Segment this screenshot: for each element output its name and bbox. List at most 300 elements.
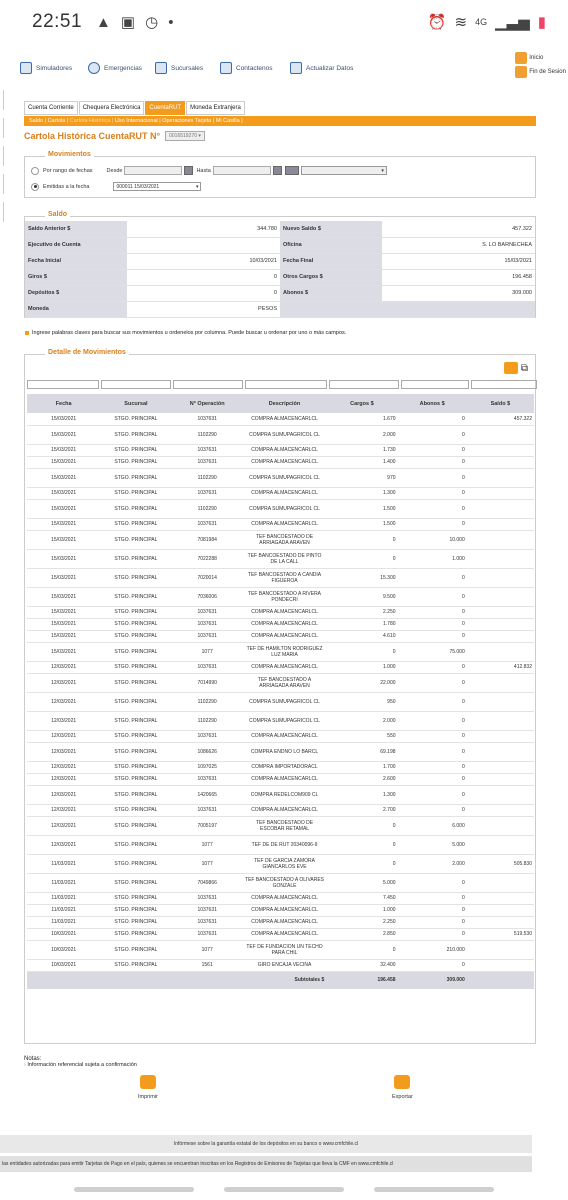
filter-input[interactable] (329, 380, 399, 389)
table-row (27, 742, 534, 761)
table-cell: STGO. PRINCIPAL (100, 959, 171, 971)
table-cell: 1097025 (172, 761, 243, 773)
table-cell: 2.600 (326, 773, 397, 785)
filter-input[interactable] (27, 380, 99, 389)
filter-input[interactable] (173, 380, 243, 389)
table-cell: 15/03/2021 (27, 568, 100, 587)
table-cell: 0 (398, 413, 467, 425)
home-icon (515, 52, 527, 64)
table-cell (467, 568, 534, 587)
saldo-row (25, 221, 535, 237)
saldo-label: Nuevo Saldo $ (280, 221, 382, 237)
range-row (31, 166, 387, 175)
table-cell: 550 (326, 730, 397, 742)
table-row (27, 518, 534, 530)
table-cell: STGO. PRINCIPAL (100, 854, 171, 873)
table-cell: STGO. PRINCIPAL (100, 892, 171, 904)
saldo-label: Ejecutivo de Cuenta (25, 237, 127, 253)
emitidas-value: 000011 15/03/2021 (116, 183, 160, 190)
filter-input[interactable] (245, 380, 327, 389)
saldo-label: Saldo Anterior $ (25, 221, 127, 237)
table-cell: 15/03/2021 (27, 618, 100, 630)
page-title-text: Cartola Histórica CuentaRUT N° (24, 131, 161, 141)
table-cell: 12/03/2021 (27, 711, 100, 730)
table-cell: STGO. PRINCIPAL (100, 773, 171, 785)
table-cell: 11/03/2021 (27, 892, 100, 904)
table-cell: 0 (398, 761, 467, 773)
table-cell: STGO. PRINCIPAL (100, 761, 171, 773)
nav-label: Sucursales (171, 64, 204, 72)
table-cell: 0 (326, 835, 397, 854)
table-cell (467, 711, 534, 730)
table-row (27, 499, 534, 518)
table-cell: COMPRA ALMACENCARLCL (243, 804, 326, 816)
table-cell: 12/03/2021 (27, 692, 100, 711)
nav-handle[interactable] (374, 1187, 494, 1192)
table-cell (467, 673, 534, 692)
nav-label: Simuladores (36, 64, 73, 72)
clock-icon: ◷ (145, 14, 159, 31)
subtotal-cell (100, 971, 171, 989)
table-row (27, 692, 534, 711)
table-cell: STGO. PRINCIPAL (100, 425, 171, 444)
saldo-value: 15/03/2021 (382, 253, 535, 269)
copy-icon[interactable]: ⧉ (520, 362, 528, 374)
table-cell (467, 835, 534, 854)
table-cell: 950 (326, 692, 397, 711)
table-cell: COMPRA ENDNO LO BARCL (243, 742, 326, 761)
filter-input[interactable] (101, 380, 171, 389)
table-cell: 2.000 (326, 711, 397, 730)
table-cell: STGO. PRINCIPAL (100, 549, 171, 568)
table-cell: 0 (398, 444, 467, 456)
table-cell: STGO. PRINCIPAL (100, 630, 171, 642)
table-cell: TEF DE GARCIA ZAMORA GIANCARLOS EVE (243, 854, 326, 873)
table-cell: STGO. PRINCIPAL (100, 673, 171, 692)
table-cell: 1077 (172, 940, 243, 959)
emitidas-select[interactable]: 000011 15/03/2021 ▾ (113, 182, 201, 191)
notes-title: Notas: (24, 1056, 42, 1062)
range-label: Por rango de fechas (43, 167, 93, 174)
table-cell: TEF BANCOESTADO DE ESCOBAR RETAMAL (243, 816, 326, 835)
table-cell: 12/03/2021 (27, 742, 100, 761)
table-cell: 1037631 (172, 456, 243, 468)
calendar-icon[interactable] (184, 166, 193, 175)
table-cell (467, 642, 534, 661)
table-cell (467, 468, 534, 487)
column-header[interactable]: Fecha (27, 394, 100, 413)
table-cell: 0 (398, 587, 467, 606)
table-cell (467, 606, 534, 618)
table-cell: 12/03/2021 (27, 835, 100, 854)
column-header[interactable]: Descripción (243, 394, 326, 413)
table-row (27, 456, 534, 468)
table-cell: STGO. PRINCIPAL (100, 661, 171, 673)
detalle-legend: Detalle de Movimientos (45, 349, 129, 356)
nav-label: Emergencias (104, 64, 142, 72)
table-row (27, 940, 534, 959)
table-cell: 0 (398, 499, 467, 518)
table-cell: 0 (398, 916, 467, 928)
table-cell: 10/03/2021 (27, 928, 100, 940)
table-cell: 0 (326, 549, 397, 568)
table-cell: 15/03/2021 (27, 444, 100, 456)
table-row (27, 413, 534, 425)
movements-table (27, 394, 534, 989)
mail-icon (220, 62, 232, 74)
table-cell: STGO. PRINCIPAL (100, 711, 171, 730)
table-cell (467, 873, 534, 892)
table-cell: 0 (398, 606, 467, 618)
table-cell: COMPRA SUMUPAGRICOL CL (243, 692, 326, 711)
table-cell: 15/03/2021 (27, 487, 100, 499)
table-cell: STGO. PRINCIPAL (100, 444, 171, 456)
account-select[interactable]: 0016519270 ▾ (165, 131, 205, 141)
table-cell: 1561 (172, 959, 243, 971)
saldo-value: PESOS (127, 301, 280, 317)
table-cell: 1102290 (172, 499, 243, 518)
print-label: Imprimir (138, 1094, 158, 1100)
table-cell: 1037631 (172, 904, 243, 916)
table-cell: 1102290 (172, 692, 243, 711)
saldo-label: Giros $ (25, 269, 127, 285)
sub-tabs (24, 116, 536, 126)
nav-sucursales[interactable] (155, 62, 203, 74)
subtab-cartola[interactable]: Cartola | (47, 118, 69, 124)
table-cell: 11/03/2021 (27, 904, 100, 916)
notes (24, 1056, 137, 1068)
table-cell: TEF DE DE RUT 20340096-9 (243, 835, 326, 854)
emitidas-label: Emitidas a la fecha (43, 183, 90, 190)
table-cell: 15/03/2021 (27, 587, 100, 606)
table-cell: 1.400 (326, 456, 397, 468)
table-cell: STGO. PRINCIPAL (100, 940, 171, 959)
nav-simuladores[interactable] (20, 62, 72, 74)
table-cell: 6.000 (398, 816, 467, 835)
info-text (25, 330, 346, 336)
table-cell (467, 804, 534, 816)
status-bar (0, 0, 568, 44)
table-cell: 1037631 (172, 630, 243, 642)
table-cell: 15/03/2021 (27, 518, 100, 530)
table-cell (467, 530, 534, 549)
notes-text: Información referencial sujeta a confirmación (27, 1062, 137, 1068)
table-cell: STGO. PRINCIPAL (100, 904, 171, 916)
table-cell: 0 (398, 618, 467, 630)
table-row (27, 785, 534, 804)
table-cell: COMPRA SUMUPAGRICOL CL (243, 468, 326, 487)
table-cell: COMPRA ALMACENCARLCL (243, 618, 326, 630)
table-cell: 1420665 (172, 785, 243, 804)
table-cell: TEF BANCOESTADO DE ARRIAGADA ARAVEN (243, 530, 326, 549)
table-cell: COMPRA ALMACENCARLCL (243, 606, 326, 618)
saldo-label (280, 301, 382, 317)
table-cell: COMPRA ALMACENCARLCL (243, 413, 326, 425)
table-cell (467, 618, 534, 630)
nav-handle[interactable] (74, 1187, 194, 1192)
info-label: Ingrese palabras claves para buscar sus movimientos u ordenelos por columna. Puede buscar u ordenar por uno o más campos. (32, 330, 347, 336)
search-icon[interactable] (504, 362, 518, 374)
hasta-label: Hasta (196, 167, 211, 174)
logout-link[interactable] (515, 66, 566, 78)
subtab-mi-casilla[interactable]: Mi Casilla | (215, 118, 243, 124)
status-time: 22:51 (32, 11, 83, 32)
table-cell (467, 904, 534, 916)
table-cell: STGO. PRINCIPAL (100, 606, 171, 618)
export-label: Exportar (392, 1094, 413, 1100)
table-cell: 1077 (172, 642, 243, 661)
table-cell: 0 (398, 773, 467, 785)
user-actions (515, 52, 566, 80)
range-radio[interactable] (31, 167, 39, 175)
table-cell: STGO. PRINCIPAL (100, 692, 171, 711)
calendar-icon[interactable] (273, 166, 282, 175)
table-cell: 1.300 (326, 785, 397, 804)
hasta-input[interactable] (213, 166, 271, 175)
wifi-icon: ≋ (454, 14, 468, 31)
table-cell: COMPRA ALMACENCARLCL (243, 456, 326, 468)
table-cell: 0 (326, 854, 397, 873)
table-cell: TEF BANCOESTADO A CANDIA FIGUEROA (243, 568, 326, 587)
building-icon (155, 62, 167, 74)
table-cell: 1037631 (172, 804, 243, 816)
table-cell (467, 692, 534, 711)
table-cell: 0 (398, 959, 467, 971)
table-cell: TEF DE HAMILTON RODRIGUEZ LUZ MARIA (243, 642, 326, 661)
table-row (27, 730, 534, 742)
table-cell (467, 892, 534, 904)
table-cell: 12/03/2021 (27, 773, 100, 785)
bullet-icon: › (24, 1062, 26, 1068)
table-cell: 1.730 (326, 444, 397, 456)
column-header[interactable]: Sucursal (100, 394, 171, 413)
table-row (27, 835, 534, 854)
table-row (27, 530, 534, 549)
table-cell: STGO. PRINCIPAL (100, 642, 171, 661)
saldo-label: Fecha Final (280, 253, 382, 269)
filter-input[interactable] (471, 380, 537, 389)
signal-icon: ▁▃▅ (495, 14, 530, 31)
table-cell: 1037631 (172, 661, 243, 673)
desde-label: Desde (106, 167, 123, 174)
table-cell: 9.500 (326, 587, 397, 606)
table-cell: 11/03/2021 (27, 873, 100, 892)
nav-actualizar-datos[interactable] (290, 62, 353, 74)
table-cell: 15/03/2021 (27, 530, 100, 549)
table-cell: 1037631 (172, 928, 243, 940)
table-cell: COMPRA ALMACENCARLCL (243, 518, 326, 530)
nav-contactenos[interactable] (220, 62, 273, 74)
table-row (27, 587, 534, 606)
network-type: 4G (475, 17, 488, 27)
tab-cuenta-corriente[interactable]: Cuenta Corriente (24, 101, 78, 115)
table-cell: COMPRA ALMACENCARLCL (243, 928, 326, 940)
table-cell: 15/03/2021 (27, 549, 100, 568)
subtab-cartola-historica[interactable]: Cartola Histórica | (69, 118, 114, 124)
saldo-legend: Saldo (45, 211, 70, 218)
inicio-link[interactable] (515, 52, 566, 64)
subtab-uso-internacional[interactable]: Uso Internacional | (114, 118, 161, 124)
table-cell: 970 (326, 468, 397, 487)
footer-issuers: las entidades autorizadas para emitir Tarjetas de Pago en el país, quienes se encuentran inscritas en los Registros de Emisores de Tarjetas que lleva la CMF en www.cmfchile.cl (0, 1156, 532, 1172)
table-cell: 505.830 (467, 854, 534, 873)
table-row (27, 425, 534, 444)
table-cell: TEF DE FUNDACION UN TECHO PARA CHIL (243, 940, 326, 959)
subtab-saldo[interactable]: Saldo | (29, 118, 47, 124)
table-row (27, 904, 534, 916)
table-cell: 519.530 (467, 928, 534, 940)
saldo-value: 10/03/2021 (127, 253, 280, 269)
alarm-icon: ⏰ (427, 14, 447, 31)
table-row (27, 816, 534, 835)
range-select[interactable]: ▾ (301, 166, 387, 175)
logout-label: Fin de Sesion (529, 69, 566, 75)
tab-chequera[interactable]: Chequera Electrónica (79, 101, 145, 115)
column-header[interactable]: Saldo $ (467, 394, 534, 413)
table-row (27, 761, 534, 773)
table-cell: COMPRA REDELCOM909 CL (243, 785, 326, 804)
table-cell: 7014990 (172, 673, 243, 692)
table-cell: 1.500 (326, 518, 397, 530)
emitidas-radio[interactable] (31, 183, 39, 191)
table-cell: 1.000 (326, 904, 397, 916)
table-cell: STGO. PRINCIPAL (100, 804, 171, 816)
table-row (27, 892, 534, 904)
refresh-icon (290, 62, 302, 74)
table-cell: STGO. PRINCIPAL (100, 916, 171, 928)
warning-icon: ▲ (96, 13, 111, 31)
table-cell: 0 (398, 518, 467, 530)
table-cell: 7.450 (326, 892, 397, 904)
table-cell: 457.322 (467, 413, 534, 425)
filter-input[interactable] (401, 380, 469, 389)
table-cell: STGO. PRINCIPAL (100, 468, 171, 487)
table-cell: 12/03/2021 (27, 761, 100, 773)
table-cell: 1.500 (326, 499, 397, 518)
nav-handle[interactable] (224, 1187, 344, 1192)
table-cell: 0 (398, 928, 467, 940)
table-cell: 15/03/2021 (27, 606, 100, 618)
table-cell: 1037631 (172, 730, 243, 742)
table-cell: 0 (398, 487, 467, 499)
saldo-row (25, 285, 535, 301)
table-row (27, 661, 534, 673)
table-cell: 15/03/2021 (27, 642, 100, 661)
export-button[interactable] (392, 1075, 413, 1100)
table-cell: 5.000 (398, 835, 467, 854)
table-cell: COMPRA ALMACENCARLCL (243, 487, 326, 499)
saldo-label: Otros Cargos $ (280, 269, 382, 285)
table-cell: 1.780 (326, 618, 397, 630)
table-cell: 1077 (172, 854, 243, 873)
table-cell: 0 (398, 730, 467, 742)
table-cell: 0 (398, 425, 467, 444)
saldo-value (127, 237, 280, 253)
table-row (27, 618, 534, 630)
column-header[interactable]: Abonos $ (398, 394, 467, 413)
table-cell: STGO. PRINCIPAL (100, 816, 171, 835)
subtab-operaciones[interactable]: Operaciones Tarjeta | (162, 118, 215, 124)
table-cell: 2.250 (326, 606, 397, 618)
table-row (27, 804, 534, 816)
image-icon: ▣ (120, 14, 136, 31)
saldo-row (25, 269, 535, 285)
table-cell: 2.000 (326, 425, 397, 444)
table-cell: 1037631 (172, 773, 243, 785)
table-row (27, 642, 534, 661)
table-cell: 0 (398, 742, 467, 761)
table-cell: 0 (398, 904, 467, 916)
table-cell: 1.000 (398, 549, 467, 568)
table-cell: STGO. PRINCIPAL (100, 587, 171, 606)
tab-cuentarut[interactable]: CuentaRUT (145, 101, 185, 115)
table-cell: 0 (326, 642, 397, 661)
table-cell: COMPRA SUMUPAGRICOL CL (243, 711, 326, 730)
table-cell: 1037631 (172, 413, 243, 425)
saldo-row (25, 301, 535, 317)
table-cell: 0 (398, 673, 467, 692)
table-cell: STGO. PRINCIPAL (100, 730, 171, 742)
column-header[interactable]: N° Operación (172, 394, 243, 413)
saldo-value (382, 301, 535, 317)
table-cell (467, 456, 534, 468)
table-cell (467, 487, 534, 499)
nav-emergencias[interactable] (88, 62, 142, 74)
table-cell: 0 (326, 816, 397, 835)
table-cell: 0 (398, 804, 467, 816)
table-cell: 7049866 (172, 873, 243, 892)
footer-guarantee: Infórmese sobre la garantía estatal de los depósitos en su banco o www.cmfchile.cl (0, 1135, 532, 1153)
saldo-table (25, 221, 535, 318)
table-cell: 1102290 (172, 711, 243, 730)
table-cell (467, 730, 534, 742)
table-cell: 7081984 (172, 530, 243, 549)
subtotal-cell (467, 971, 534, 989)
left-edge (0, 90, 4, 360)
table-row (27, 549, 534, 568)
table-cell: 12/03/2021 (27, 673, 100, 692)
page-title (24, 131, 205, 141)
table-cell: 1102290 (172, 425, 243, 444)
table-cell: STGO. PRINCIPAL (100, 568, 171, 587)
table-cell: GIRO ENCAJA VECINA (243, 959, 326, 971)
saldo-row (25, 253, 535, 269)
table-cell: 1037631 (172, 892, 243, 904)
table-cell: 1.000 (326, 661, 397, 673)
tab-moneda-extranjera[interactable]: Moneda Extranjera (186, 101, 245, 115)
table-row (27, 444, 534, 456)
table-cell: STGO. PRINCIPAL (100, 413, 171, 425)
export-icon (394, 1075, 410, 1089)
table-cell: 15/03/2021 (27, 456, 100, 468)
column-header[interactable]: Cargos $ (326, 394, 397, 413)
bullet-icon (25, 331, 29, 335)
table-cell: COMPRA ALMACENCARLCL (243, 773, 326, 785)
table-cell: 2.250 (326, 916, 397, 928)
print-button[interactable] (138, 1075, 158, 1100)
desde-input[interactable] (124, 166, 182, 175)
subtotal-cell: 196.458 (326, 971, 397, 989)
saldo-label: Moneda (25, 301, 127, 317)
account-number: 0016519270 (169, 133, 197, 139)
table-cell: STGO. PRINCIPAL (100, 499, 171, 518)
table-cell: 4.610 (326, 630, 397, 642)
search-icon[interactable] (285, 166, 299, 175)
table-cell: 0 (398, 692, 467, 711)
table-cell: COMPRA ALMACENCARLCL (243, 904, 326, 916)
table-cell: TEF BANCOESTADO DE PINTO DE LA CALL (243, 549, 326, 568)
table-cell (467, 630, 534, 642)
